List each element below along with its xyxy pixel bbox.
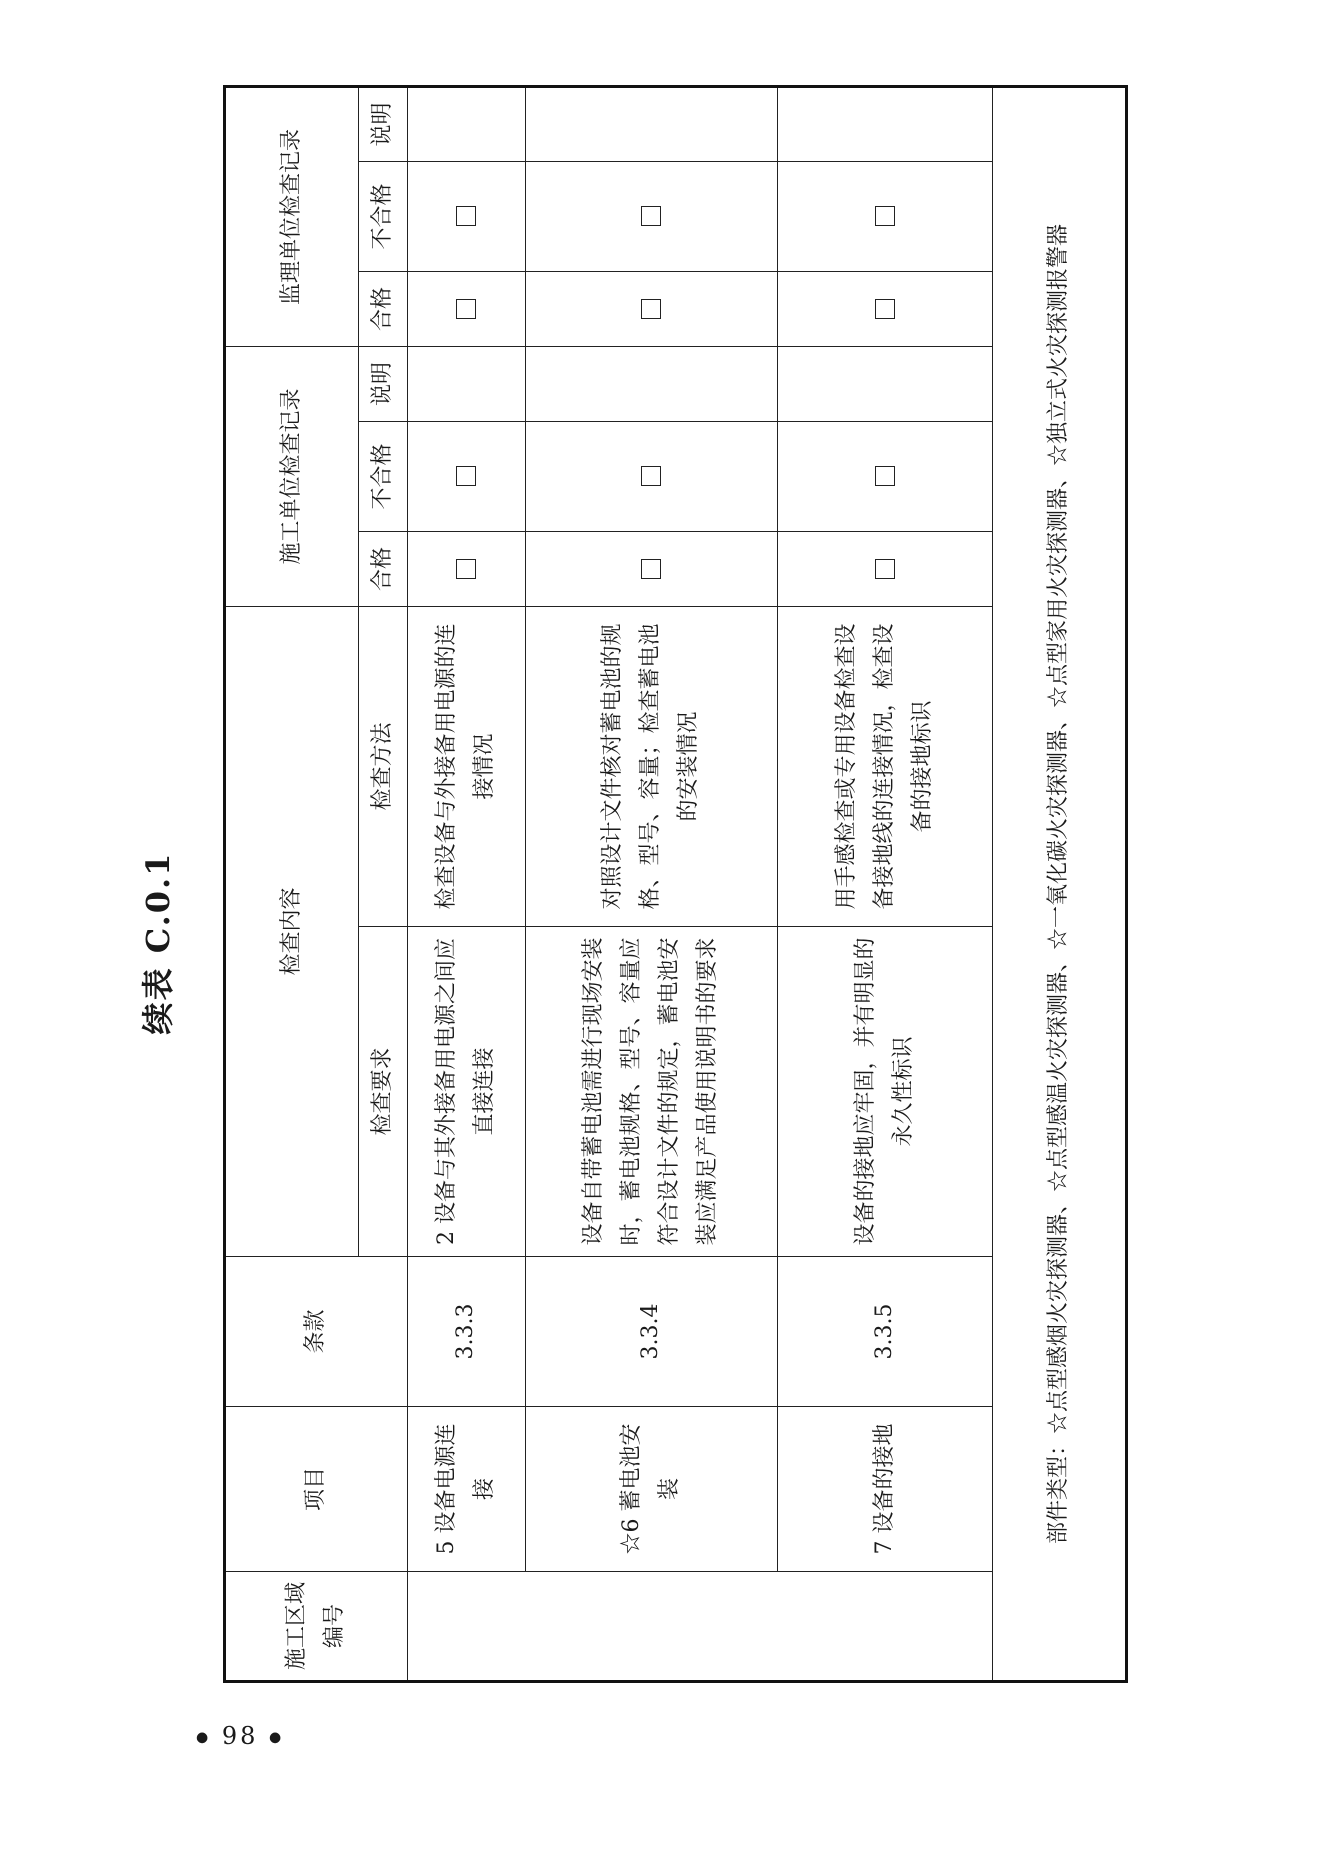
supervisor-pass-checkbox[interactable]: [407, 271, 525, 346]
item-cell: 7 设备的接地: [777, 1407, 992, 1572]
header-area-number: 施工区域编号: [225, 1572, 408, 1682]
header-constructor-pass: 合格: [359, 531, 407, 606]
checkbox-icon: [641, 466, 661, 486]
bullet-icon: ●: [196, 1729, 212, 1746]
supervisor-note-cell[interactable]: [525, 86, 777, 161]
header-item: 项目: [225, 1407, 408, 1572]
supervisor-note-cell[interactable]: [777, 86, 992, 161]
clause-cell: 3.3.5: [777, 1257, 992, 1407]
table-row: [525, 86, 777, 1681]
method-cell: 检查设备与外接备用电源的连接情况: [407, 606, 525, 926]
constructor-note-cell[interactable]: [777, 346, 992, 421]
header-check-content: 检查内容: [225, 606, 359, 1256]
header-requirement: 检查要求: [359, 927, 407, 1257]
constructor-pass-checkbox[interactable]: [525, 531, 777, 606]
page-number: [196, 1722, 296, 1762]
header-supervisor-note: 说明: [359, 86, 407, 161]
checkbox-icon: [456, 559, 476, 579]
item-cell: ☆6 蓄电池安装: [525, 1407, 777, 1572]
constructor-fail-checkbox[interactable]: [407, 421, 525, 531]
supervisor-fail-checkbox[interactable]: [407, 161, 525, 271]
header-constructor-fail: 不合格: [359, 421, 407, 531]
header-supervisor-pass: 合格: [359, 271, 407, 346]
supervisor-pass-checkbox[interactable]: [777, 271, 992, 346]
checkbox-icon: [456, 466, 476, 486]
header-constructor-record: 施工单位检查记录: [225, 346, 359, 606]
checkbox-icon: [875, 559, 895, 579]
header-constructor-note: 说明: [359, 346, 407, 421]
header-supervisor-fail: 不合格: [359, 161, 407, 271]
table-row: [407, 86, 525, 1681]
method-cell: 用手感检查或专用设备检查设备接地线的连接情况，检查设备的接地标识: [777, 606, 992, 926]
supervisor-note-cell[interactable]: [407, 86, 525, 161]
checkbox-icon: [875, 466, 895, 486]
checkbox-icon: [875, 299, 895, 319]
checkbox-icon: [456, 299, 476, 319]
constructor-fail-checkbox[interactable]: [525, 421, 777, 531]
header-row-1: [225, 86, 359, 1681]
header-clause: 条款: [225, 1257, 408, 1407]
checkbox-icon: [875, 206, 895, 226]
table-caption: 续表 C.0.1: [139, 851, 177, 1035]
inspection-table: [223, 85, 1128, 1683]
checkbox-icon: [456, 206, 476, 226]
header-supervisor-record: 监理单位检查记录: [225, 86, 359, 346]
clause-cell: 3.3.3: [407, 1257, 525, 1407]
page-number-value: 98: [221, 1722, 259, 1750]
header-method: 检查方法: [359, 606, 407, 926]
clause-cell: 3.3.4: [525, 1257, 777, 1407]
supervisor-fail-checkbox[interactable]: [777, 161, 992, 271]
checkbox-icon: [641, 299, 661, 319]
method-cell: 对照设计文件核对蓄电池的规格、型号、容量；检查蓄电池的安装情况: [525, 606, 777, 926]
constructor-note-cell[interactable]: [407, 346, 525, 421]
footnote-row: [992, 86, 1126, 1681]
rotated-page-content: [139, 102, 1128, 1683]
constructor-note-cell[interactable]: [525, 346, 777, 421]
bullet-icon: ●: [269, 1729, 285, 1746]
requirement-cell: 2 设备与其外接备用电源之间应直接连接: [407, 927, 525, 1257]
requirement-cell: 设备自带蓄电池需进行现场安装时，蓄电池规格、型号、容量应符合设计文件的规定，蓄电池安装应满足产品使用说明书的要求: [525, 927, 777, 1257]
table-row: [777, 86, 992, 1681]
area-number-cell: [407, 1572, 992, 1682]
constructor-fail-checkbox[interactable]: [777, 421, 992, 531]
item-cell: 5 设备电源连接: [407, 1407, 525, 1572]
footnote: 部件类型：☆点型感烟火灾探测器、☆点型感温火灾探测器、☆一氧化碳火灾探测器、☆点型家用火灾探测器、☆独立式火灾探测报警器: [992, 86, 1126, 1681]
checkbox-icon: [641, 206, 661, 226]
supervisor-fail-checkbox[interactable]: [525, 161, 777, 271]
constructor-pass-checkbox[interactable]: [777, 531, 992, 606]
supervisor-pass-checkbox[interactable]: [525, 271, 777, 346]
checkbox-icon: [641, 559, 661, 579]
constructor-pass-checkbox[interactable]: [407, 531, 525, 606]
requirement-cell: 设备的接地应牢固，并有明显的永久性标识: [777, 927, 992, 1257]
